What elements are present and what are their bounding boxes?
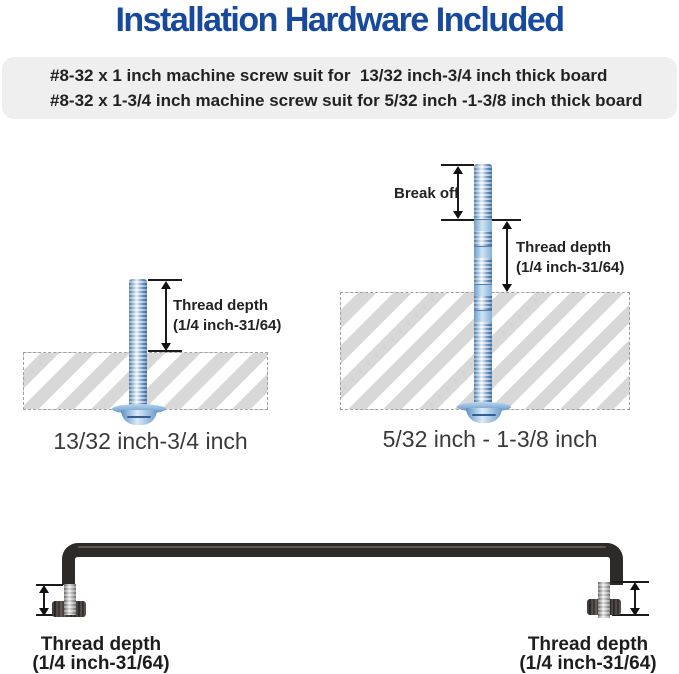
page-title: Installation Hardware Included: [115, 1, 564, 39]
arrow-up-icon: [161, 281, 171, 289]
break-off-groove: [474, 310, 492, 322]
screw-spec-line-2: #8-32 x 1-3/4 inch machine screw suit for 5/32 inch -1-3/8 inch thick board: [50, 90, 643, 110]
thread-depth-range: (1/4 inch-31/64): [173, 317, 282, 334]
thread-depth-text: Thread depth: [527, 634, 649, 655]
arrow-down-icon: [502, 284, 512, 292]
break-off-groove: [474, 219, 492, 231]
break-off-groove: [474, 246, 492, 258]
arrow-down-icon: [39, 608, 49, 616]
arrow-down-icon: [630, 608, 640, 616]
left-board-thickness-label: 13/32 inch-3/4 inch: [53, 428, 248, 454]
right-handle-thread-depth-label: [503, 635, 673, 673]
thread-depth-text: Thread depth: [516, 239, 612, 256]
left-threaded-post: [64, 584, 76, 615]
break-off-groove: [474, 284, 492, 296]
arrow-up-icon: [453, 166, 463, 174]
thread-depth-range: (1/4 inch-31/64): [519, 653, 657, 674]
arrow-up-icon: [630, 582, 640, 590]
handle-highlight: [78, 546, 606, 548]
screw-head-slot: [472, 414, 496, 416]
short-machine-screw: [129, 279, 147, 409]
thread-depth-text: Thread depth: [40, 634, 162, 655]
screw-head-slot: [127, 416, 151, 418]
dimension-line: [165, 283, 167, 348]
thread-depth-range: (1/4 inch-31/64): [516, 259, 625, 276]
right-threaded-post: [598, 582, 610, 618]
dimension-line: [506, 223, 508, 285]
thread-depth-text: Thread depth: [173, 297, 269, 314]
right-board-thickness-label: 5/32 inch - 1-3/8 inch: [382, 426, 598, 452]
left-handle-thread-depth-label: [15, 635, 187, 673]
thread-depth-range: (1/4 inch-31/64): [32, 653, 170, 674]
arrow-up-icon: [502, 221, 512, 229]
arrow-down-icon: [161, 343, 171, 351]
cabinet-pull-handle: [62, 543, 623, 585]
right-thread-depth-annotation: [516, 238, 624, 278]
arrow-down-icon: [453, 211, 463, 219]
left-thread-depth-annotation: [173, 296, 281, 336]
screw-spec-box: [2, 57, 677, 119]
break-off-annotation: Break off: [394, 185, 460, 202]
screw-spec-line-1: #8-32 x 1 inch machine screw suit for 13/32 inch-3/4 inch thick board: [50, 65, 608, 85]
arrow-up-icon: [39, 585, 49, 593]
